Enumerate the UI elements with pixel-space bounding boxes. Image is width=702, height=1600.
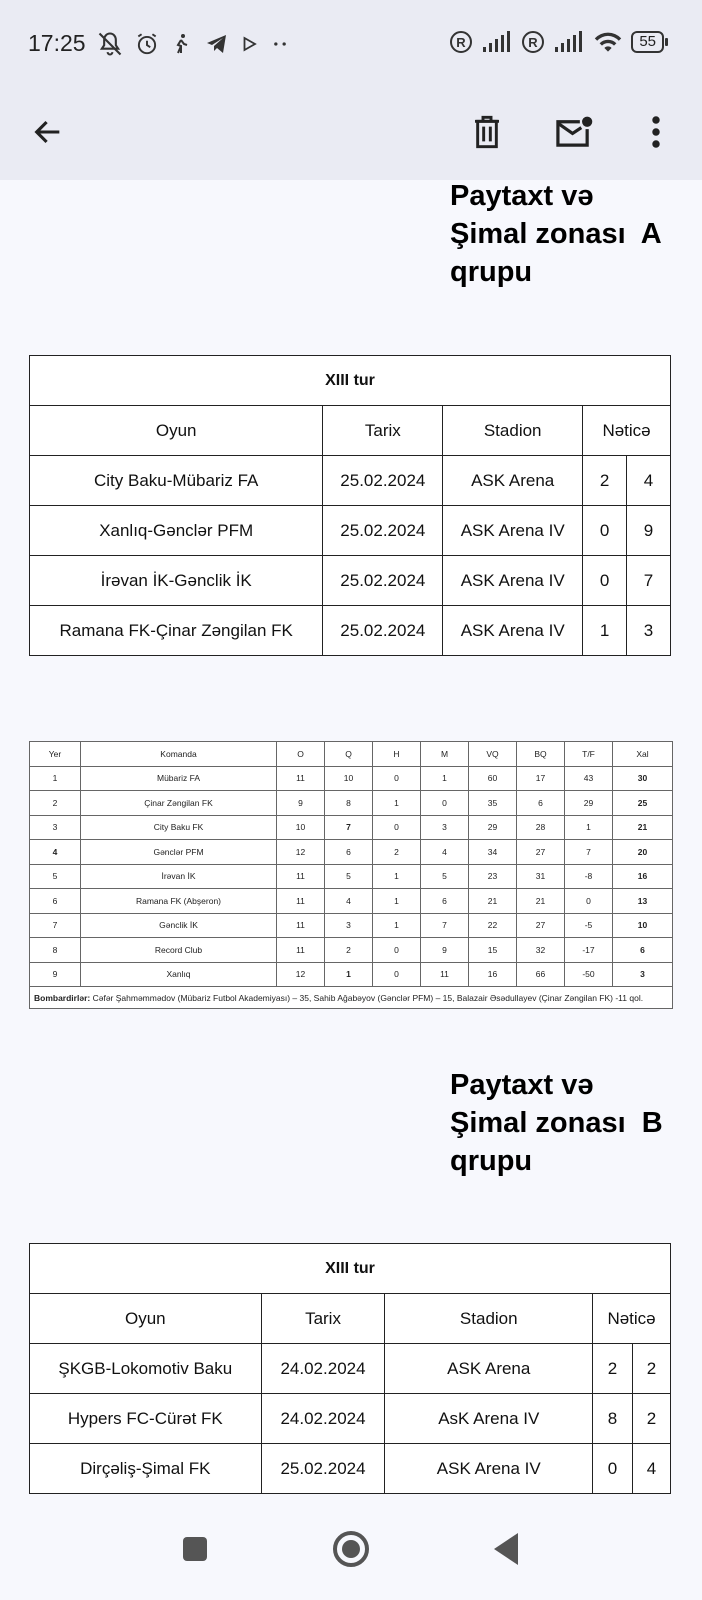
group-b-title-line1: Paytaxt və bbox=[450, 1069, 594, 1101]
match-cell: Ramana FK-Çinar Zəngilan FK bbox=[30, 606, 323, 656]
roaming-icon bbox=[521, 30, 545, 54]
rank-cell: 6 bbox=[30, 889, 81, 914]
table-row bbox=[30, 1394, 671, 1444]
svg-text:R: R bbox=[528, 35, 539, 50]
played-cell: 9 bbox=[277, 791, 325, 816]
rank-cell: 4 bbox=[30, 840, 81, 865]
away-score-cell: 2 bbox=[633, 1344, 671, 1394]
group-b-title bbox=[450, 1066, 690, 1180]
rank-cell: 2 bbox=[30, 791, 81, 816]
header-stadium: Stadion bbox=[443, 406, 583, 456]
scorers-cell bbox=[30, 987, 673, 1009]
header-won: Q bbox=[325, 742, 373, 767]
status-bar bbox=[0, 0, 702, 88]
points-cell: 6 bbox=[613, 938, 673, 963]
header-match: Oyun bbox=[30, 406, 323, 456]
battery-level: 55 bbox=[631, 31, 664, 53]
away-score-cell: 2 bbox=[633, 1394, 671, 1444]
goals-for-cell: 21 bbox=[469, 889, 517, 914]
goal-diff-cell: 1 bbox=[565, 815, 613, 840]
stadium-cell: ASK Arena bbox=[443, 456, 583, 506]
date-cell: 25.02.2024 bbox=[323, 506, 443, 556]
battery-tip bbox=[665, 38, 668, 46]
header-match: Oyun bbox=[30, 1294, 262, 1344]
email-body bbox=[0, 180, 702, 1520]
away-score-cell: 4 bbox=[633, 1444, 671, 1494]
drawn-cell: 1 bbox=[373, 913, 421, 938]
mark-unread-button[interactable] bbox=[544, 102, 604, 162]
rank-cell: 1 bbox=[30, 766, 81, 791]
header-result: Nəticə bbox=[593, 1294, 671, 1344]
table-row bbox=[30, 938, 673, 963]
svg-text:R: R bbox=[456, 35, 467, 50]
back-button[interactable] bbox=[18, 102, 78, 162]
more-notifications-icon bbox=[268, 34, 292, 54]
date-cell: 25.02.2024 bbox=[323, 556, 443, 606]
lost-cell: 4 bbox=[421, 840, 469, 865]
standings-body bbox=[30, 742, 673, 1009]
match-cell: Xanlıq-Gənclər PFM bbox=[30, 506, 323, 556]
goal-diff-cell: 29 bbox=[565, 791, 613, 816]
table-row bbox=[30, 506, 671, 556]
group-a-fixtures-table bbox=[29, 355, 671, 656]
won-cell: 3 bbox=[325, 913, 373, 938]
rank-cell: 9 bbox=[30, 962, 81, 987]
date-cell: 25.02.2024 bbox=[323, 456, 443, 506]
won-cell: 1 bbox=[325, 962, 373, 987]
date-cell: 25.02.2024 bbox=[261, 1444, 385, 1494]
standings-header-row bbox=[30, 742, 673, 767]
battery-indicator bbox=[631, 31, 668, 53]
more-options-button[interactable] bbox=[626, 102, 686, 162]
header-goals-for: VQ bbox=[469, 742, 517, 767]
points-cell: 25 bbox=[613, 791, 673, 816]
team-cell: Gənclər PFM bbox=[81, 840, 277, 865]
points-cell: 16 bbox=[613, 864, 673, 889]
table-row bbox=[30, 766, 673, 791]
header-team: Komanda bbox=[81, 742, 277, 767]
group-b-title-line3: qrupu bbox=[450, 1145, 533, 1177]
stadium-cell: ASK Arena IV bbox=[385, 1444, 593, 1494]
status-notification-icons bbox=[96, 30, 292, 58]
played-cell: 12 bbox=[277, 840, 325, 865]
played-cell: 11 bbox=[277, 889, 325, 914]
rank-cell: 3 bbox=[30, 815, 81, 840]
match-cell: City Baku-Mübariz FA bbox=[30, 456, 323, 506]
goal-diff-cell: -8 bbox=[565, 864, 613, 889]
points-cell: 13 bbox=[613, 889, 673, 914]
goals-against-cell: 21 bbox=[517, 889, 565, 914]
match-cell: ŞKGB-Lokomotiv Baku bbox=[30, 1344, 262, 1394]
home-score-cell: 0 bbox=[593, 1444, 633, 1494]
scorers-text: Cəfər Şahməmmədov (Mübariz Futbol Akademiyası) – 35, Sahib Ağabəyov (Gənclər PFM) – 15, Balazair Əsədullayev (Çinar Zəngilan FK) -11 qol. bbox=[92, 992, 644, 1003]
match-cell: Hypers FC-Cürət FK bbox=[30, 1394, 262, 1444]
points-cell: 10 bbox=[613, 913, 673, 938]
won-cell: 4 bbox=[325, 889, 373, 914]
table-row bbox=[30, 456, 671, 506]
goal-diff-cell: 43 bbox=[565, 766, 613, 791]
won-cell: 8 bbox=[325, 791, 373, 816]
stadium-cell: ASK Arena IV bbox=[443, 556, 583, 606]
team-cell: Mübariz FA bbox=[81, 766, 277, 791]
home-score-cell: 0 bbox=[583, 506, 627, 556]
played-cell: 11 bbox=[277, 913, 325, 938]
goals-for-cell: 29 bbox=[469, 815, 517, 840]
group-a-title bbox=[450, 180, 690, 291]
stadium-cell: ASK Arena bbox=[385, 1344, 593, 1394]
drawn-cell: 1 bbox=[373, 889, 421, 914]
alarm-icon bbox=[134, 31, 160, 57]
header-stadium: Stadion bbox=[385, 1294, 593, 1344]
team-cell: Ramana FK (Abşeron) bbox=[81, 889, 277, 914]
goals-against-cell: 6 bbox=[517, 791, 565, 816]
delete-button[interactable] bbox=[457, 102, 517, 162]
drawn-cell: 0 bbox=[373, 938, 421, 963]
header-date: Tarix bbox=[261, 1294, 385, 1344]
goal-diff-cell: 7 bbox=[565, 840, 613, 865]
lost-cell: 3 bbox=[421, 815, 469, 840]
drawn-cell: 1 bbox=[373, 864, 421, 889]
team-cell: Record Club bbox=[81, 938, 277, 963]
home-button[interactable] bbox=[333, 1531, 369, 1567]
team-cell: Xanlıq bbox=[81, 962, 277, 987]
home-score-cell: 8 bbox=[593, 1394, 633, 1444]
home-score-cell: 1 bbox=[583, 606, 627, 656]
table-row bbox=[30, 791, 673, 816]
team-cell: Çinar Zəngilan FK bbox=[81, 791, 277, 816]
goal-diff-cell: 0 bbox=[565, 889, 613, 914]
lost-cell: 9 bbox=[421, 938, 469, 963]
goals-for-cell: 16 bbox=[469, 962, 517, 987]
status-system-icons bbox=[449, 30, 668, 54]
goals-for-cell: 23 bbox=[469, 864, 517, 889]
date-cell: 25.02.2024 bbox=[323, 606, 443, 656]
goals-against-cell: 32 bbox=[517, 938, 565, 963]
goals-against-cell: 31 bbox=[517, 864, 565, 889]
muted-bell-icon bbox=[96, 30, 124, 58]
wifi-icon bbox=[593, 30, 623, 54]
team-cell: Gənclik İK bbox=[81, 913, 277, 938]
app-bar bbox=[0, 88, 702, 180]
stadium-cell: AsK Arena IV bbox=[385, 1394, 593, 1444]
goals-against-cell: 28 bbox=[517, 815, 565, 840]
away-score-cell: 9 bbox=[627, 506, 671, 556]
lost-cell: 1 bbox=[421, 766, 469, 791]
signal-icon bbox=[553, 31, 585, 53]
group-b-fixtures-table bbox=[29, 1243, 671, 1494]
table-row bbox=[30, 913, 673, 938]
recents-button[interactable] bbox=[183, 1537, 207, 1561]
lost-cell: 6 bbox=[421, 889, 469, 914]
header-goal-diff: T/F bbox=[565, 742, 613, 767]
header-rank: Yer bbox=[30, 742, 81, 767]
lost-cell: 11 bbox=[421, 962, 469, 987]
goals-against-cell: 27 bbox=[517, 840, 565, 865]
away-score-cell: 7 bbox=[627, 556, 671, 606]
home-score-cell: 2 bbox=[583, 456, 627, 506]
won-cell: 2 bbox=[325, 938, 373, 963]
arrow-left-icon bbox=[31, 115, 65, 149]
table-row bbox=[30, 840, 673, 865]
points-cell: 20 bbox=[613, 840, 673, 865]
away-score-cell: 3 bbox=[627, 606, 671, 656]
group-a-title-line1: Paytaxt və bbox=[450, 180, 594, 212]
group-a-title-line3: qrupu bbox=[450, 256, 533, 288]
table-row bbox=[30, 1444, 671, 1494]
more-vert-icon bbox=[651, 116, 661, 148]
group-a-standings-table bbox=[29, 741, 673, 1009]
drawn-cell: 1 bbox=[373, 791, 421, 816]
goals-for-cell: 34 bbox=[469, 840, 517, 865]
lost-cell: 7 bbox=[421, 913, 469, 938]
drawn-cell: 0 bbox=[373, 962, 421, 987]
header-goals-against: BQ bbox=[517, 742, 565, 767]
goals-for-cell: 15 bbox=[469, 938, 517, 963]
goals-against-cell: 27 bbox=[517, 913, 565, 938]
header-lost: M bbox=[421, 742, 469, 767]
played-cell: 12 bbox=[277, 962, 325, 987]
status-time: 17:25 bbox=[28, 30, 86, 56]
drawn-cell: 0 bbox=[373, 766, 421, 791]
played-cell: 11 bbox=[277, 938, 325, 963]
won-cell: 6 bbox=[325, 840, 373, 865]
goals-for-cell: 60 bbox=[469, 766, 517, 791]
goals-against-cell: 17 bbox=[517, 766, 565, 791]
mail-unread-icon bbox=[555, 115, 593, 149]
home-score-cell: 0 bbox=[583, 556, 627, 606]
header-date: Tarix bbox=[323, 406, 443, 456]
match-cell: İrəvan İK-Gənclik İK bbox=[30, 556, 323, 606]
team-cell: City Baku FK bbox=[81, 815, 277, 840]
system-nav-bar bbox=[0, 1520, 702, 1600]
won-cell: 5 bbox=[325, 864, 373, 889]
stadium-cell: ASK Arena IV bbox=[443, 606, 583, 656]
round-title: XIII tur bbox=[30, 1244, 671, 1294]
goals-for-cell: 35 bbox=[469, 791, 517, 816]
away-score-cell: 4 bbox=[627, 456, 671, 506]
header-drawn: H bbox=[373, 742, 421, 767]
scorers-label: Bombardirlər: bbox=[34, 992, 91, 1003]
trash-icon bbox=[471, 114, 503, 150]
home-score-cell: 2 bbox=[593, 1344, 633, 1394]
rank-cell: 5 bbox=[30, 864, 81, 889]
goal-diff-cell: -5 bbox=[565, 913, 613, 938]
goal-diff-cell: -17 bbox=[565, 938, 613, 963]
table-row bbox=[30, 606, 671, 656]
points-cell: 30 bbox=[613, 766, 673, 791]
table-row bbox=[30, 815, 673, 840]
scorers-row bbox=[30, 987, 673, 1009]
roaming-icon bbox=[449, 30, 473, 54]
header-points: Xal bbox=[613, 742, 673, 767]
header-result: Nəticə bbox=[583, 406, 671, 456]
header-played: O bbox=[277, 742, 325, 767]
round-title: XIII tur bbox=[30, 356, 671, 406]
telegram-icon bbox=[204, 32, 230, 56]
points-cell: 21 bbox=[613, 815, 673, 840]
lost-cell: 5 bbox=[421, 864, 469, 889]
points-cell: 3 bbox=[613, 962, 673, 987]
rank-cell: 8 bbox=[30, 938, 81, 963]
won-cell: 10 bbox=[325, 766, 373, 791]
circle-icon bbox=[342, 1540, 360, 1558]
played-cell: 11 bbox=[277, 766, 325, 791]
lost-cell: 0 bbox=[421, 791, 469, 816]
signal-icon bbox=[481, 31, 513, 53]
played-cell: 10 bbox=[277, 815, 325, 840]
date-cell: 24.02.2024 bbox=[261, 1344, 385, 1394]
group-b-title-line2: Şimal zonası B bbox=[450, 1107, 663, 1139]
group-a-title-line2: Şimal zonası A bbox=[450, 218, 662, 250]
played-cell: 11 bbox=[277, 864, 325, 889]
date-cell: 24.02.2024 bbox=[261, 1394, 385, 1444]
goals-for-cell: 22 bbox=[469, 913, 517, 938]
goal-diff-cell: -50 bbox=[565, 962, 613, 987]
rank-cell: 7 bbox=[30, 913, 81, 938]
table-row bbox=[30, 1344, 671, 1394]
table-row bbox=[30, 889, 673, 914]
drawn-cell: 0 bbox=[373, 815, 421, 840]
goals-against-cell: 66 bbox=[517, 962, 565, 987]
team-cell: İrəvan İK bbox=[81, 864, 277, 889]
table-row bbox=[30, 864, 673, 889]
table-row bbox=[30, 962, 673, 987]
system-back-button[interactable] bbox=[494, 1533, 518, 1565]
drawn-cell: 2 bbox=[373, 840, 421, 865]
stadium-cell: ASK Arena IV bbox=[443, 506, 583, 556]
walking-icon bbox=[170, 31, 194, 57]
table-row bbox=[30, 556, 671, 606]
won-cell: 7 bbox=[325, 815, 373, 840]
match-cell: Dirçəliş-Şimal FK bbox=[30, 1444, 262, 1494]
play-icon bbox=[240, 34, 258, 54]
